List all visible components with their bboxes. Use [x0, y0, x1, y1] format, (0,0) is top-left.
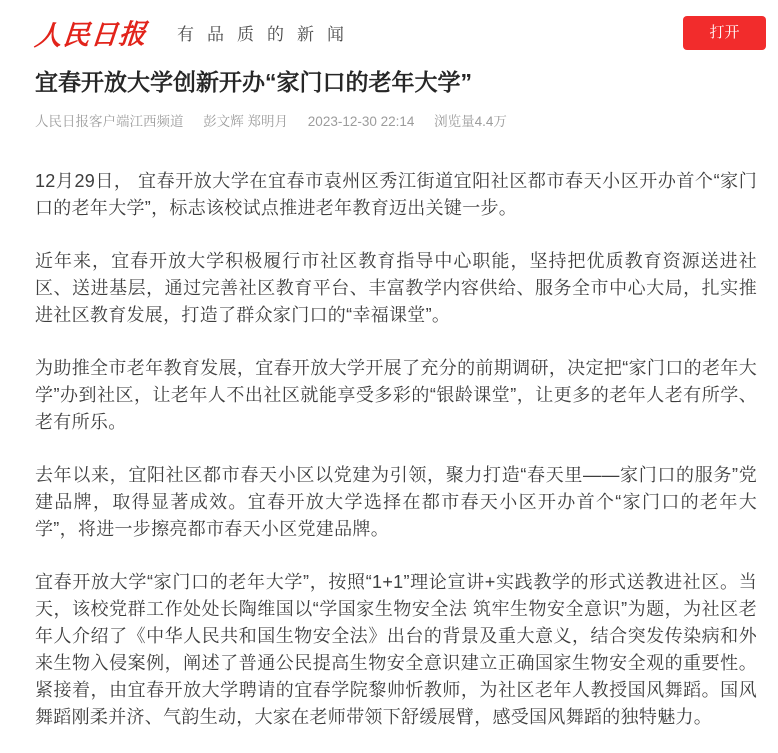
- article-paragraph: 为助推全市老年教育发展，宜春开放大学开展了充分的前期调研，决定把“家门口的老年大学”办到社区，让老年人不出社区就能享受多彩的“银龄课堂”，让更多的老年人老有所学、老有所乐。: [35, 358, 757, 432]
- article-title: 宜春开放大学创新开办“家门口的老年大学”: [35, 69, 472, 95]
- app-header: [0, 0, 778, 52]
- byline-authors: 彭文辉 郑明月: [203, 114, 289, 129]
- article-paragraph: 去年以来，宜阳社区都市春天小区以党建为引领，聚力打造“春天里——家门口的服务”党建品牌，取得显著成效。宜春开放大学选择在都市春天小区开办首个“家门口的老年大学”，将进一步擦亮都市春天小区党建品牌。: [35, 465, 757, 539]
- article-body: [35, 168, 757, 731]
- article-paragraph: 12月29日， 宜春开放大学在宜春市袁州区秀江街道宜阳社区都市春天小区开办首个“家门口的老年大学”，标志该校试点推进老年教育迈出关键一步。: [35, 171, 757, 218]
- article-paragraph: 宜春开放大学“家门口的老年大学”，按照“1+1”理论宣讲+实践教学的形式送教进社区。当天，该校党群工作处处长陶维国以“学国家生物安全法 筑牢生物安全意识”为题，为社区老年人介绍了《中华人民共和国生物安全法》出台的背景及重大意义，结合突发传染病和外来生物入侵案例，阐述了普通公民提高生物安全意识建立正确国家生物安全观的重要性。紧接着，由宜春开放大学聘请的宜春学院黎帅忻教师，为社区老年人教授国风舞蹈。国风舞蹈刚柔并济、气韵生动，大家在老师带领下舒缓展臂，感受国风舞蹈的独特魅力。: [35, 572, 757, 727]
- byline-view-count: 浏览量4.4万: [434, 114, 507, 129]
- article-byline: [35, 112, 757, 132]
- byline-datetime: 2023-12-30 22:14: [307, 114, 415, 129]
- logo-tagline: 有品质的新闻: [177, 25, 357, 44]
- peoples-daily-logo[interactable]: 人民日报: [33, 19, 149, 52]
- open-app-button[interactable]: 打开: [683, 16, 766, 50]
- article-paragraph: 近年来，宜春开放大学积极履行市社区教育指导中心职能，坚持把优质教育资源送进社区、送进基层，通过完善社区教育平台、丰富教学内容供给、服务全市中心大局，扎实推进社区教育发展，打造了群众家门口的“幸福课堂”。: [35, 251, 757, 325]
- byline-source: 人民日报客户端江西频道: [35, 114, 184, 129]
